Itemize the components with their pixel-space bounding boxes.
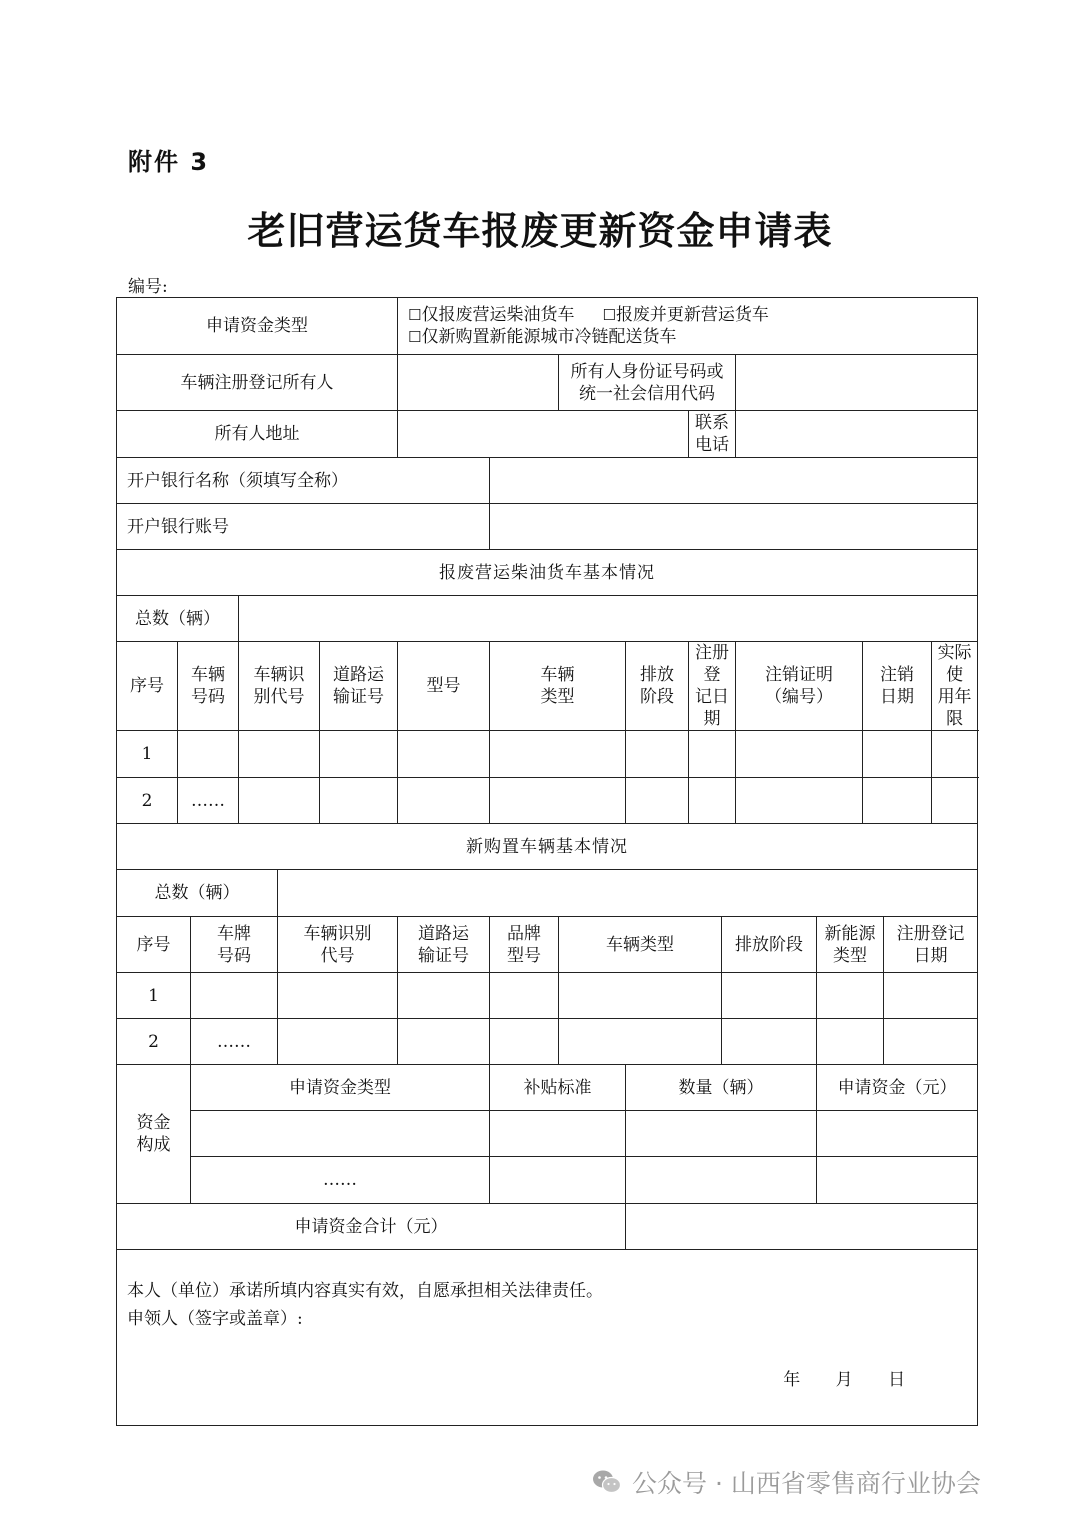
table-cell[interactable] (398, 731, 490, 778)
row-number: 2 (117, 778, 178, 824)
table-cell[interactable] (736, 731, 863, 778)
table-cell[interactable] (626, 1111, 817, 1157)
funding-label: 资金 构成 (117, 1065, 191, 1204)
table-row (117, 731, 978, 778)
table-cell[interactable] (191, 1111, 490, 1157)
new-header: 新能源 类型 (817, 917, 884, 973)
table-cell[interactable] (626, 778, 689, 824)
scrap-header: 车辆识 别代号 (239, 642, 320, 731)
new-header: 注册登记 日期 (884, 917, 978, 973)
pledge-section (117, 1250, 978, 1426)
scrap-header: 车辆 类型 (490, 642, 626, 731)
table-row (117, 973, 978, 1019)
watermark-text: 公众号 · 山西省零售商行业协会 (632, 1469, 981, 1498)
table-cell[interactable] (863, 731, 932, 778)
table-cell[interactable] (863, 778, 932, 824)
address-field[interactable] (398, 411, 689, 458)
table-cell[interactable] (932, 778, 978, 824)
form-title: 老旧营运货车报废更新资金申请表 (247, 208, 833, 253)
funding-header: 数量（辆） (626, 1065, 817, 1111)
total-funds-label: 申请资金合计（元） (117, 1204, 626, 1250)
scrap-section-title: 报废营运柴油货车基本情况 (117, 550, 978, 596)
scrap-total-field[interactable] (239, 596, 978, 642)
table-cell[interactable] (490, 1111, 626, 1157)
table-row (117, 1019, 978, 1065)
checkbox-icon[interactable]: ☐ (408, 306, 422, 324)
total-funds-field[interactable] (626, 1204, 978, 1250)
pledge-statement: 本人（单位）承诺所填内容真实有效，自愿承担相关法律责任。 (127, 1281, 603, 1301)
scrap-header: 道路运 输证号 (320, 642, 398, 731)
id-label: 所有人身份证号码或 统一社会信用代码 (559, 355, 736, 411)
table-cell[interactable] (722, 1019, 817, 1065)
table-cell[interactable] (736, 778, 863, 824)
table-cell[interactable] (278, 973, 398, 1019)
table-cell[interactable] (398, 973, 490, 1019)
table-row (117, 1111, 978, 1157)
table-cell[interactable] (689, 778, 736, 824)
scrap-header: 注册登 记日期 (689, 642, 736, 731)
table-cell[interactable] (817, 1019, 884, 1065)
table-cell[interactable] (239, 731, 320, 778)
scrap-header: 车辆 号码 (178, 642, 239, 731)
table-cell[interactable] (689, 731, 736, 778)
table-cell[interactable] (559, 973, 722, 1019)
address-label: 所有人地址 (117, 411, 398, 458)
table-cell[interactable] (239, 778, 320, 824)
table-cell[interactable] (626, 1157, 817, 1204)
table-cell[interactable] (722, 973, 817, 1019)
table-cell[interactable] (490, 973, 559, 1019)
table-cell[interactable] (559, 1019, 722, 1065)
table-cell[interactable] (490, 1019, 559, 1065)
scrap-header: 实际使 用年限 (932, 642, 978, 731)
table-cell[interactable] (884, 1019, 978, 1065)
new-header: 车辆类型 (559, 917, 722, 973)
table-row (117, 1157, 978, 1204)
new-header: 品牌 型号 (490, 917, 559, 973)
bank-account-label: 开户银行账号 (117, 504, 490, 550)
scrap-header: 注销 日期 (863, 642, 932, 731)
owner-field[interactable] (398, 355, 559, 411)
wechat-icon (592, 1469, 622, 1495)
bank-name-field[interactable] (490, 458, 978, 504)
new-header: 道路运 输证号 (398, 917, 490, 973)
table-row (117, 778, 978, 824)
table-cell[interactable] (817, 1111, 978, 1157)
table-cell[interactable] (817, 973, 884, 1019)
bank-name-label: 开户银行名称（须填写全称） (117, 458, 490, 504)
new-header: 排放阶段 (722, 917, 817, 973)
phone-field[interactable] (736, 411, 978, 458)
fund-type-options (398, 298, 978, 355)
bank-account-field[interactable] (490, 504, 978, 550)
table-cell[interactable] (398, 1019, 490, 1065)
table-cell[interactable] (490, 778, 626, 824)
scrap-header: 排放 阶段 (626, 642, 689, 731)
option-new-only[interactable]: ☐仅新购置新能源城市冷链配送货车 (408, 327, 677, 347)
table-cell[interactable] (817, 1157, 978, 1204)
signer-label: 申领人（签字或盖章）: (127, 1309, 303, 1329)
table-cell[interactable] (398, 778, 490, 824)
ellipsis-cell: …… (191, 1019, 278, 1065)
row-number: 1 (117, 973, 191, 1019)
scrap-header: 注销证明 （编号） (736, 642, 863, 731)
new-header: 序号 (117, 917, 191, 973)
table-cell[interactable] (932, 731, 978, 778)
funding-header: 申请资金类型 (191, 1065, 490, 1111)
ellipsis-cell: …… (178, 778, 239, 824)
checkbox-icon[interactable]: ☐ (602, 306, 616, 324)
new-header: 车牌 号码 (191, 917, 278, 973)
table-cell[interactable] (884, 973, 978, 1019)
table-cell[interactable] (178, 731, 239, 778)
watermark (592, 1464, 981, 1500)
table-cell[interactable] (278, 1019, 398, 1065)
table-cell[interactable] (490, 731, 626, 778)
funding-header: 补贴标准 (490, 1065, 626, 1111)
new-total-field[interactable] (278, 870, 978, 917)
new-total-label: 总数（辆） (117, 870, 278, 917)
row-number: 1 (117, 731, 178, 778)
new-header-row (117, 917, 978, 973)
table-cell[interactable] (490, 1157, 626, 1204)
date-label: 年 月 日 (783, 1370, 906, 1390)
id-field[interactable] (736, 355, 978, 411)
scrap-header-row (117, 642, 978, 731)
ellipsis-cell: …… (191, 1157, 490, 1204)
serial-number-label: 编号: (128, 277, 168, 297)
phone-label: 联系电话 (689, 411, 736, 458)
row-number: 2 (117, 1019, 191, 1065)
table-cell[interactable] (320, 778, 398, 824)
owner-label: 车辆注册登记所有人 (117, 355, 398, 411)
attachment-label: 附件 3 (128, 148, 210, 176)
new-header: 车辆识别 代号 (278, 917, 398, 973)
new-vehicle-section-title: 新购置车辆基本情况 (117, 824, 978, 870)
application-form-table (116, 297, 978, 1426)
scrap-header: 序号 (117, 642, 178, 731)
fund-type-label: 申请资金类型 (117, 298, 398, 355)
option-scrap-and-renew[interactable]: ☐报废并更新营运货车 (602, 305, 769, 325)
table-cell[interactable] (320, 731, 398, 778)
table-cell[interactable] (191, 973, 278, 1019)
checkbox-icon[interactable]: ☐ (408, 328, 422, 346)
funding-header: 申请资金（元） (817, 1065, 978, 1111)
table-cell[interactable] (626, 731, 689, 778)
option-scrap-only[interactable]: ☐仅报废营运柴油货车 (408, 305, 575, 325)
scrap-total-label: 总数（辆） (117, 596, 239, 642)
scrap-header: 型号 (398, 642, 490, 731)
